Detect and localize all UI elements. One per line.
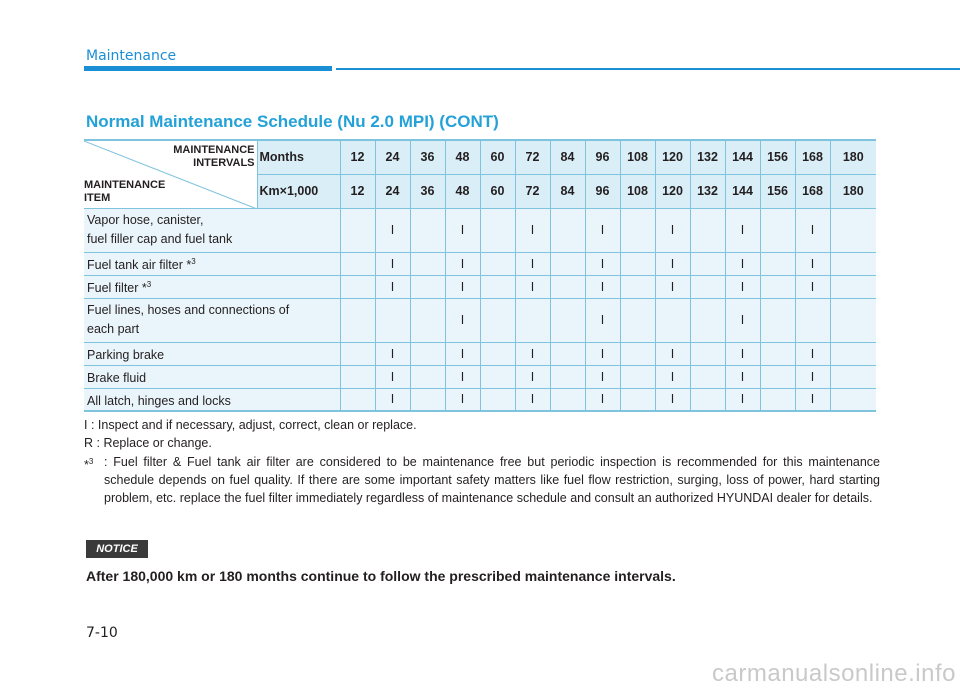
months-interval: 60 (480, 140, 515, 174)
schedule-cell: I (655, 275, 690, 298)
item-label: Brake fluid (87, 371, 147, 386)
schedule-cell (480, 275, 515, 298)
schedule-cell (340, 298, 375, 342)
schedule-cell (340, 208, 375, 252)
schedule-cell: I (725, 298, 760, 342)
schedule-cell (830, 298, 876, 342)
schedule-cell (690, 275, 725, 298)
schedule-cell (550, 275, 585, 298)
schedule-cell: I (515, 365, 550, 388)
schedule-cell: I (585, 275, 620, 298)
months-interval: 24 (375, 140, 410, 174)
header-row-months (84, 140, 876, 174)
item-footnote-ref: 3 (146, 279, 152, 289)
schedule-cell: I (375, 252, 410, 275)
schedule-cell (410, 252, 445, 275)
months-interval: 72 (515, 140, 550, 174)
schedule-cell (410, 275, 445, 298)
km-interval: 60 (480, 174, 515, 208)
schedule-cell (830, 342, 876, 365)
item-footnote-ref: 3 (191, 256, 196, 266)
schedule-cell: I (655, 388, 690, 411)
km-interval: 144 (725, 174, 760, 208)
schedule-cell: I (515, 208, 550, 252)
schedule-cell (830, 388, 876, 411)
months-interval: 108 (620, 140, 655, 174)
schedule-cell: I (725, 275, 760, 298)
maintenance-item (84, 388, 340, 411)
schedule-cell: I (655, 208, 690, 252)
item-label: Vapor hose, canister, fuel filler cap and fuel tank (87, 212, 233, 247)
schedule-cell (480, 365, 515, 388)
months-label: Months (257, 140, 340, 174)
schedule-cell (760, 388, 795, 411)
schedule-cell: I (585, 365, 620, 388)
schedule-cell (340, 252, 375, 275)
schedule-cell: I (795, 208, 830, 252)
schedule-cell: I (655, 252, 690, 275)
header-rule-thin (336, 68, 960, 70)
km-label: Km×1,000 (257, 174, 340, 208)
maintenance-item (84, 275, 340, 298)
schedule-cell (550, 298, 585, 342)
schedule-cell (655, 298, 690, 342)
schedule-cell (760, 298, 795, 342)
table-row (84, 388, 876, 411)
header-rule-thick (84, 66, 332, 71)
schedule-cell (550, 208, 585, 252)
schedule-cell (620, 252, 655, 275)
km-interval: 72 (515, 174, 550, 208)
schedule-cell (515, 298, 550, 342)
diag-bottom-label: MAINTENANCE ITEM (84, 178, 166, 204)
maintenance-item (84, 342, 340, 365)
schedule-cell: I (515, 342, 550, 365)
schedule-cell: I (655, 342, 690, 365)
schedule-cell (760, 252, 795, 275)
maintenance-item (84, 298, 340, 342)
schedule-cell (375, 298, 410, 342)
schedule-cell: I (795, 275, 830, 298)
months-interval: 36 (410, 140, 445, 174)
schedule-cell (340, 388, 375, 411)
schedule-cell (830, 365, 876, 388)
schedule-cell (760, 208, 795, 252)
schedule-cell (690, 208, 725, 252)
diagonal-header-cell (84, 140, 257, 208)
table-row (84, 298, 876, 342)
legend-replace: R : Replace or change. (84, 436, 212, 450)
page-number: 7-10 (86, 625, 118, 641)
table-row (84, 275, 876, 298)
schedule-cell: I (795, 388, 830, 411)
schedule-cell (690, 298, 725, 342)
diag-top-label: MAINTENANCE INTERVALS (173, 144, 255, 169)
schedule-cell (340, 342, 375, 365)
schedule-cell (690, 365, 725, 388)
schedule-cell (620, 365, 655, 388)
schedule-cell: I (375, 388, 410, 411)
schedule-cell: I (725, 252, 760, 275)
schedule-cell: I (585, 342, 620, 365)
km-interval: 168 (795, 174, 830, 208)
item-label: Parking brake (87, 348, 165, 363)
schedule-cell: I (795, 365, 830, 388)
schedule-cell: I (725, 365, 760, 388)
schedule-cell (760, 342, 795, 365)
schedule-cell (620, 208, 655, 252)
schedule-cell: I (585, 252, 620, 275)
schedule-cell: I (725, 388, 760, 411)
schedule-cell: I (445, 388, 480, 411)
months-interval: 168 (795, 140, 830, 174)
months-interval: 144 (725, 140, 760, 174)
schedule-cell: I (795, 342, 830, 365)
km-interval: 48 (445, 174, 480, 208)
km-interval: 12 (340, 174, 375, 208)
schedule-cell: I (655, 365, 690, 388)
section-label: Maintenance (86, 48, 177, 64)
schedule-cell (550, 388, 585, 411)
months-interval: 96 (585, 140, 620, 174)
schedule-cell (410, 208, 445, 252)
schedule-cell (830, 208, 876, 252)
months-interval: 48 (445, 140, 480, 174)
km-interval: 96 (585, 174, 620, 208)
schedule-cell (795, 298, 830, 342)
table-row (84, 252, 876, 275)
schedule-cell (690, 388, 725, 411)
schedule-cell (410, 365, 445, 388)
schedule-cell: I (725, 208, 760, 252)
km-interval: 24 (375, 174, 410, 208)
schedule-cell: I (445, 275, 480, 298)
schedule-cell: I (515, 388, 550, 411)
maintenance-item (84, 252, 340, 275)
schedule-cell (340, 365, 375, 388)
schedule-cell: I (795, 252, 830, 275)
footnote-mark: *$^3$ (84, 457, 94, 473)
schedule-cell (410, 342, 445, 365)
schedule-cell (620, 298, 655, 342)
schedule-cell (340, 275, 375, 298)
item-label: Fuel lines, hoses and connections of each part (87, 302, 290, 337)
schedule-cell: I (375, 365, 410, 388)
km-interval: 84 (550, 174, 585, 208)
schedule-cell: I (445, 365, 480, 388)
schedule-cell (480, 388, 515, 411)
km-interval: 108 (620, 174, 655, 208)
schedule-cell: I (375, 208, 410, 252)
schedule-cell: I (515, 275, 550, 298)
schedule-cell: I (375, 342, 410, 365)
schedule-cell (620, 342, 655, 365)
schedule-cell: I (445, 208, 480, 252)
schedule-cell (620, 388, 655, 411)
schedule-cell: I (445, 252, 480, 275)
schedule-cell: I (585, 208, 620, 252)
schedule-cell (620, 275, 655, 298)
watermark: carmanualsonline.info (712, 660, 956, 687)
km-interval: 156 (760, 174, 795, 208)
maintenance-item (84, 208, 340, 252)
schedule-cell (550, 365, 585, 388)
footnote-text: : Fuel filter & Fuel tank air filter are considered to be maintenance free but periodic inspection is recommended for this maintenance schedule depends on fuel quality. If there are some important safety matters like fuel flow restriction, surging, loss of power, hard starting problem, etc. replace the fuel filter immediately regardless of maintenance schedule and consult an authorized HYUNDAI dealer for details. (104, 455, 880, 505)
km-interval: 36 (410, 174, 445, 208)
schedule-cell: I (445, 342, 480, 365)
schedule-cell (480, 252, 515, 275)
schedule-cell (550, 342, 585, 365)
item-label: Fuel filter * (87, 281, 147, 296)
schedule-cell (760, 275, 795, 298)
months-interval: 12 (340, 140, 375, 174)
schedule-cell: I (445, 298, 480, 342)
months-interval: 84 (550, 140, 585, 174)
item-label: Fuel tank air filter * (87, 258, 192, 273)
schedule-cell: I (725, 342, 760, 365)
page-title: Normal Maintenance Schedule (Nu 2.0 MPI) (CONT) (86, 112, 499, 131)
km-interval: 180 (830, 174, 876, 208)
schedule-cell (410, 298, 445, 342)
table-row (84, 208, 876, 252)
notice-badge: NOTICE (86, 540, 148, 558)
schedule-cell: I (585, 298, 620, 342)
schedule-cell (550, 252, 585, 275)
maintenance-item (84, 365, 340, 388)
maintenance-schedule-table (84, 139, 876, 412)
schedule-cell (480, 208, 515, 252)
schedule-cell (760, 365, 795, 388)
months-interval: 120 (655, 140, 690, 174)
schedule-cell: I (375, 275, 410, 298)
schedule-cell (410, 388, 445, 411)
schedule-cell (480, 298, 515, 342)
schedule-cell: I (585, 388, 620, 411)
schedule-cell (830, 252, 876, 275)
km-interval: 132 (690, 174, 725, 208)
km-interval: 120 (655, 174, 690, 208)
table-row (84, 342, 876, 365)
legend-inspect: I : Inspect and if necessary, adjust, correct, clean or replace. (84, 418, 417, 432)
months-interval: 132 (690, 140, 725, 174)
schedule-cell: I (515, 252, 550, 275)
months-interval: 156 (760, 140, 795, 174)
footnote (84, 453, 880, 507)
schedule-cell (690, 342, 725, 365)
notice-text: After 180,000 km or 180 months continue to follow the prescribed maintenance intervals. (86, 568, 676, 584)
schedule-cell (480, 342, 515, 365)
item-label: All latch, hinges and locks (87, 393, 231, 408)
schedule-cell (690, 252, 725, 275)
table-row (84, 365, 876, 388)
schedule-cell (830, 275, 876, 298)
months-interval: 180 (830, 140, 876, 174)
